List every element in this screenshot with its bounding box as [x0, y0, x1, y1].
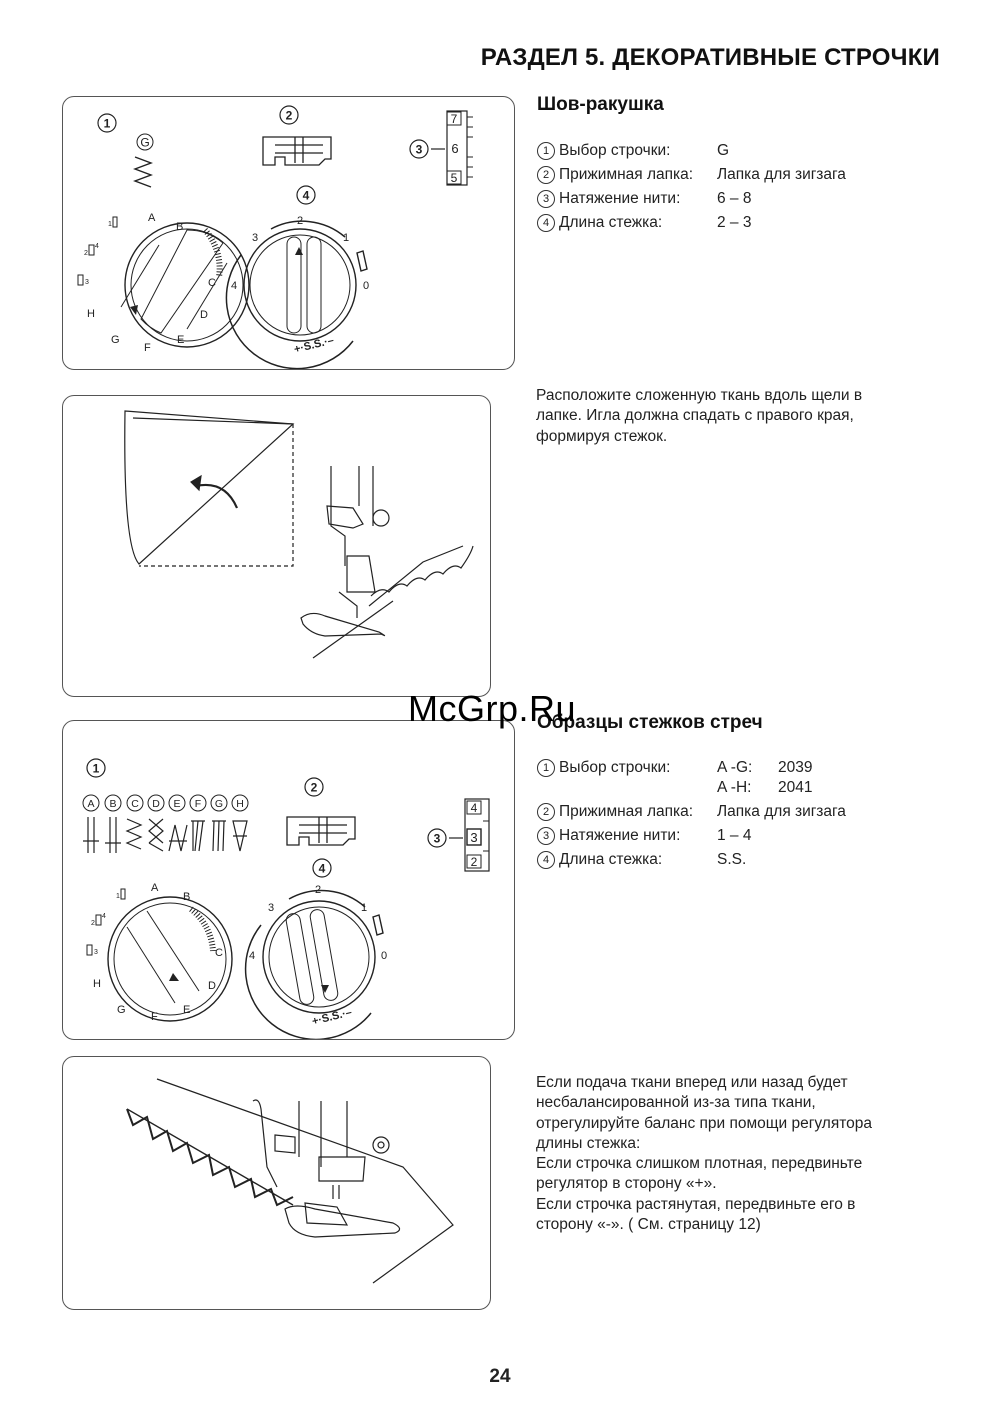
spec-label: Выбор строчки:: [559, 759, 671, 776]
step-number: 3: [415, 142, 423, 157]
settings-panel-stretch: [62, 720, 515, 1040]
pattern-letter: D: [152, 798, 160, 810]
stitch-length-dial: [226, 215, 369, 369]
pattern-letter: F: [194, 798, 202, 810]
spec-row: [537, 776, 957, 800]
dial-letter: C: [208, 277, 216, 289]
spec-list-stretch: [537, 756, 957, 872]
spec-label: Прижимная лапка:: [559, 166, 694, 183]
spec-value: A -H:: [717, 779, 752, 796]
length-mark: 0: [363, 280, 370, 292]
shell-stitch-icon: [135, 157, 151, 187]
spec-list-shell-tuck: [537, 139, 957, 235]
pattern-letter: H: [236, 798, 244, 810]
length-mark: 0: [381, 950, 388, 962]
spec-value: G: [717, 142, 730, 159]
dial-letter: A: [148, 212, 156, 224]
pattern-letter: B: [109, 798, 117, 810]
page-title: РАЗДЕЛ 5. ДЕКОРАТИВНЫЕ СТРОЧКИ: [480, 44, 940, 71]
spec-row: [537, 756, 957, 776]
spec-label: Выбор строчки:: [559, 142, 671, 159]
spec-row: [537, 187, 957, 211]
spec-value-secondary: 2039: [778, 759, 813, 776]
pattern-letter: G: [214, 798, 224, 810]
instruction-line: Если подача ткани вперед или назад будет: [536, 1074, 848, 1091]
dial-letter: G: [111, 334, 120, 346]
settings-diagram-2: [63, 721, 514, 1039]
dial-letter: G: [117, 1004, 126, 1016]
spec-number: 4: [537, 214, 555, 232]
spec-number: 3: [537, 827, 555, 845]
tension-mark: 7: [450, 112, 458, 126]
dial-letter: H: [87, 308, 95, 320]
spec-row: [537, 139, 957, 163]
spec-label: Длина стежка:: [559, 851, 663, 868]
spec-label: Натяжение нити:: [559, 190, 681, 207]
spec-number: 1: [537, 759, 555, 777]
instruction-stretch: [536, 1073, 976, 1235]
length-mark: 3: [252, 232, 259, 244]
spec-label: Натяжение нити:: [559, 827, 681, 844]
dial-letter: A: [151, 882, 159, 894]
zigzag-foot-icon: [263, 137, 331, 165]
step-number: 1: [92, 761, 100, 776]
foot-mark: 2: [84, 250, 88, 257]
spec-value: A -G:: [717, 759, 753, 776]
length-mark: 1: [361, 902, 368, 914]
dial-letter: E: [183, 1004, 191, 1016]
zigzag-foot-icon: [287, 817, 355, 845]
section-heading-shell-tuck: Шов-ракушка: [537, 94, 664, 115]
tension-scale-icon: [449, 799, 489, 871]
foot-mark: 1: [116, 893, 120, 900]
settings-diagram-1: [63, 97, 514, 369]
instruction-line: отрегулируйте баланс при помощи регулятора: [536, 1114, 873, 1132]
page-number: 24: [489, 1366, 511, 1387]
dial-letter: C: [215, 947, 223, 959]
step-number: 4: [302, 188, 310, 203]
instruction-line: регулятор в сторону «+».: [536, 1175, 717, 1193]
spec-row: [537, 163, 957, 187]
instruction-line: Если строчка растянутая, передвиньте его в: [536, 1195, 856, 1213]
spec-row: [537, 824, 957, 848]
spec-row: [537, 211, 957, 235]
spec-number: 1: [537, 142, 555, 160]
pattern-letter: A: [87, 798, 95, 810]
dial-letter: B: [183, 891, 191, 903]
spec-value: 2 – 3: [717, 214, 752, 231]
instruction-line: несбалансированной из-за типа ткани,: [536, 1094, 816, 1112]
tension-scale-icon: [431, 111, 473, 185]
length-mark: 2: [315, 884, 322, 896]
folded-fabric-illustration: [63, 396, 490, 696]
pattern-letter: E: [173, 798, 181, 810]
spec-number: 4: [537, 851, 555, 869]
foot-mark: 3: [85, 279, 89, 286]
pattern-selector-dial: [87, 882, 232, 1023]
instruction-line: длины стежка:: [536, 1134, 641, 1152]
length-mark: 3: [268, 902, 275, 914]
instruction-line: сторону «-». ( См. страницу 12): [536, 1216, 761, 1234]
step-number: 4: [318, 861, 326, 876]
watermark: McGrp.Ru: [408, 688, 577, 729]
spec-value: 6 – 8: [717, 190, 752, 207]
length-mark: 4: [231, 280, 238, 292]
tension-mark: 5: [450, 171, 458, 185]
stitch-length-dial: [246, 884, 388, 1039]
spec-number: 2: [537, 803, 555, 821]
ss-label: +·S.S.·–: [310, 1006, 354, 1028]
step-number: 2: [285, 108, 293, 123]
pattern-letters-row: [83, 795, 248, 811]
selected-pattern-letter: G: [140, 135, 150, 150]
settings-panel-shell-tuck: [62, 96, 515, 370]
spec-value: Лапка для зигзага: [717, 803, 846, 820]
tension-mark: 6: [451, 141, 459, 156]
stretch-stitch-illustration: [63, 1057, 490, 1309]
instruction-line: лапке. Игла должна спадать с правого края,: [536, 407, 854, 425]
spec-number: 2: [537, 166, 555, 184]
foot-mark: 4: [102, 913, 106, 920]
step-number: 3: [433, 831, 441, 846]
pattern-selector-dial: [78, 212, 249, 354]
spec-row: [537, 848, 957, 872]
dial-letter: D: [208, 980, 216, 992]
length-mark: 1: [343, 232, 350, 244]
dial-letter: E: [177, 334, 185, 346]
instruction-shell-tuck: [536, 386, 976, 447]
step-number: 2: [310, 780, 318, 795]
spec-value: Лапка для зигзага: [717, 166, 846, 183]
pattern-letter: C: [131, 798, 139, 810]
dial-letter: F: [151, 1011, 158, 1023]
illustration-panel-folded-fabric: [62, 395, 491, 697]
dial-letter: D: [200, 309, 208, 321]
tension-mark: 2: [470, 855, 478, 869]
dial-letter: B: [176, 221, 184, 233]
dial-letter: H: [93, 978, 101, 990]
length-mark: 2: [297, 215, 304, 227]
foot-mark: 4: [95, 243, 99, 250]
spec-row: [537, 800, 957, 824]
foot-mark: 2: [91, 920, 95, 927]
spec-value-secondary: 2041: [778, 779, 813, 796]
step-number: 1: [103, 116, 111, 131]
spec-label: Длина стежка:: [559, 214, 663, 231]
dial-letter: F: [144, 342, 151, 354]
tension-mark: 3: [470, 830, 478, 845]
spec-value: 1 – 4: [717, 827, 752, 844]
length-mark: 4: [249, 950, 256, 962]
section-heading-stretch: Образцы стежков стреч: [537, 712, 763, 733]
illustration-panel-stretch-stitch: [62, 1056, 491, 1310]
instruction-line: Если строчка слишком плотная, передвиньте: [536, 1155, 863, 1173]
spec-label: Прижимная лапка:: [559, 803, 694, 820]
spec-number: 3: [537, 190, 555, 208]
spec-value: S.S.: [717, 851, 747, 868]
foot-mark: 1: [108, 221, 112, 228]
foot-mark: 3: [94, 949, 98, 956]
ss-label: +·S.S.·–: [292, 334, 336, 356]
instruction-line: формируя стежок.: [536, 427, 668, 445]
instruction-line: Расположите сложенную ткань вдоль щели в: [536, 387, 863, 404]
stretch-pattern-icons: [83, 817, 247, 853]
tension-mark: 4: [470, 801, 478, 815]
